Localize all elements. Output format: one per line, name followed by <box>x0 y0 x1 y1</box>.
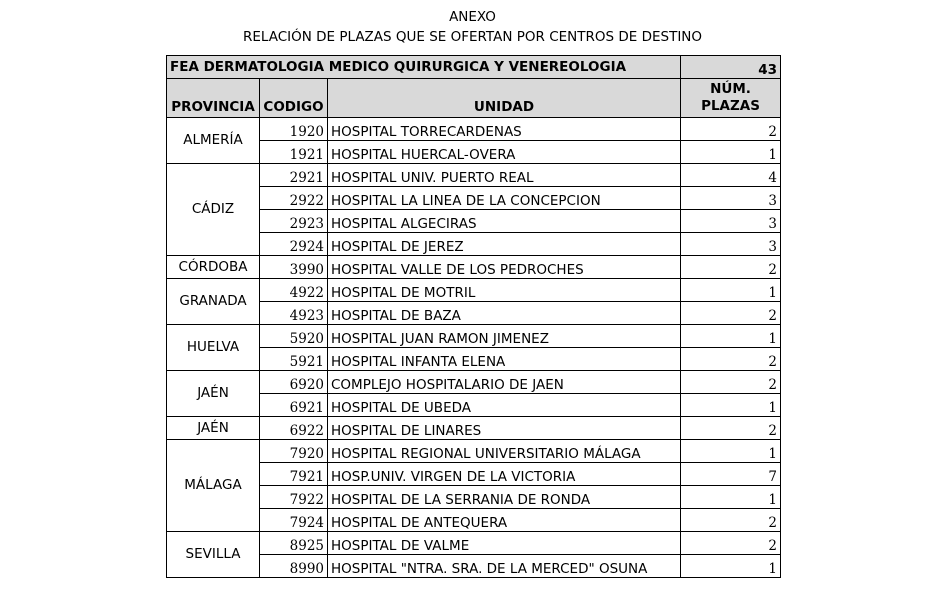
codigo-cell: 2922 <box>260 187 328 210</box>
table-row <box>167 210 781 233</box>
codigo-cell: 6920 <box>260 371 328 394</box>
unidad-cell: HOSPITAL DE BAZA <box>328 302 681 325</box>
provincia-cell: SEVILLA <box>167 532 260 578</box>
provincia-cell: CÁDIZ <box>167 164 260 256</box>
table-row <box>167 440 781 463</box>
codigo-cell: 2924 <box>260 233 328 256</box>
plazas-cell: 3 <box>681 233 781 256</box>
codigo-cell: 4923 <box>260 302 328 325</box>
table-row <box>167 325 781 348</box>
unidad-cell: HOSPITAL INFANTA ELENA <box>328 348 681 371</box>
plazas-cell: 1 <box>681 486 781 509</box>
table-row <box>167 256 781 279</box>
unidad-cell: HOSPITAL DE MOTRIL <box>328 279 681 302</box>
unidad-cell: HOSPITAL "NTRA. SRA. DE LA MERCED" OSUNA <box>328 555 681 578</box>
plazas-cell: 3 <box>681 187 781 210</box>
specialty-name: FEA DERMATOLOGIA MEDICO QUIRURGICA Y VENEREOLOGIA <box>167 56 681 79</box>
table-row <box>167 187 781 210</box>
plazas-cell: 7 <box>681 463 781 486</box>
codigo-cell: 8990 <box>260 555 328 578</box>
plazas-cell: 1 <box>681 279 781 302</box>
unidad-cell: HOSPITAL DE JEREZ <box>328 233 681 256</box>
provincia-cell: GRANADA <box>167 279 260 325</box>
plazas-table <box>166 55 781 578</box>
document-title: ANEXO <box>449 9 496 25</box>
plazas-cell: 2 <box>681 302 781 325</box>
table-row <box>167 279 781 302</box>
plazas-cell: 2 <box>681 371 781 394</box>
unidad-cell: HOSPITAL REGIONAL UNIVERSITARIO MÁLAGA <box>328 440 681 463</box>
column-header-num-line1: NÚM. <box>710 81 751 97</box>
plazas-cell: 4 <box>681 164 781 187</box>
plazas-cell: 2 <box>681 118 781 141</box>
table-row <box>167 348 781 371</box>
specialty-row <box>167 56 781 79</box>
unidad-cell: HOSPITAL HUERCAL-OVERA <box>328 141 681 164</box>
plazas-cell: 2 <box>681 532 781 555</box>
codigo-cell: 7924 <box>260 509 328 532</box>
unidad-cell: HOSPITAL LA LINEA DE LA CONCEPCION <box>328 187 681 210</box>
column-header-num-line2: PLAZAS <box>701 98 760 114</box>
unidad-cell: HOSPITAL ALGECIRAS <box>328 210 681 233</box>
column-header-num-plazas <box>681 79 781 118</box>
table-row <box>167 463 781 486</box>
plazas-cell: 1 <box>681 394 781 417</box>
unidad-cell: HOSPITAL VALLE DE LOS PEDROCHES <box>328 256 681 279</box>
provincia-cell: ALMERÍA <box>167 118 260 164</box>
provincia-cell: HUELVA <box>167 325 260 371</box>
unidad-cell: HOSPITAL DE VALME <box>328 532 681 555</box>
plazas-cell: 2 <box>681 509 781 532</box>
unidad-cell: HOSPITAL DE LINARES <box>328 417 681 440</box>
codigo-cell: 6921 <box>260 394 328 417</box>
table-row <box>167 371 781 394</box>
unidad-cell: COMPLEJO HOSPITALARIO DE JAEN <box>328 371 681 394</box>
provincia-cell: MÁLAGA <box>167 440 260 532</box>
codigo-cell: 3990 <box>260 256 328 279</box>
document-subtitle: RELACIÓN DE PLAZAS QUE SE OFERTAN POR CENTROS DE DESTINO <box>242 29 703 45</box>
codigo-cell: 1920 <box>260 118 328 141</box>
table-row <box>167 394 781 417</box>
codigo-cell: 5921 <box>260 348 328 371</box>
codigo-cell: 8925 <box>260 532 328 555</box>
table-row <box>167 509 781 532</box>
provincia-cell: CÓRDOBA <box>167 256 260 279</box>
table-row <box>167 164 781 187</box>
unidad-cell: HOSPITAL DE LA SERRANIA DE RONDA <box>328 486 681 509</box>
table-row <box>167 141 781 164</box>
table-row <box>167 118 781 141</box>
plazas-cell: 2 <box>681 348 781 371</box>
unidad-cell: HOSPITAL UNIV. PUERTO REAL <box>328 164 681 187</box>
unidad-cell: HOSPITAL JUAN RAMON JIMENEZ <box>328 325 681 348</box>
unidad-cell: HOSPITAL DE UBEDA <box>328 394 681 417</box>
codigo-cell: 4922 <box>260 279 328 302</box>
table-row <box>167 233 781 256</box>
codigo-cell: 2921 <box>260 164 328 187</box>
codigo-cell: 7922 <box>260 486 328 509</box>
codigo-cell: 1921 <box>260 141 328 164</box>
table-row <box>167 302 781 325</box>
column-header-codigo: CODIGO <box>260 79 328 118</box>
codigo-cell: 6922 <box>260 417 328 440</box>
plazas-table-body <box>167 56 781 578</box>
provincia-cell: JAÉN <box>167 417 260 440</box>
provincia-cell: JAÉN <box>167 371 260 417</box>
table-row <box>167 532 781 555</box>
column-header-row <box>167 79 781 118</box>
unidad-cell: HOSPITAL TORRECARDENAS <box>328 118 681 141</box>
plazas-cell: 1 <box>681 555 781 578</box>
codigo-cell: 7920 <box>260 440 328 463</box>
table-row <box>167 486 781 509</box>
unidad-cell: HOSP.UNIV. VIRGEN DE LA VICTORIA <box>328 463 681 486</box>
plazas-cell: 1 <box>681 440 781 463</box>
table-row <box>167 555 781 578</box>
column-header-unidad: UNIDAD <box>328 79 681 118</box>
plazas-cell: 2 <box>681 417 781 440</box>
table-row <box>167 417 781 440</box>
plazas-cell: 1 <box>681 141 781 164</box>
plazas-cell: 2 <box>681 256 781 279</box>
plazas-cell: 3 <box>681 210 781 233</box>
unidad-cell: HOSPITAL DE ANTEQUERA <box>328 509 681 532</box>
codigo-cell: 7921 <box>260 463 328 486</box>
column-header-provincia: PROVINCIA <box>167 79 260 118</box>
specialty-total: 43 <box>681 56 781 79</box>
codigo-cell: 5920 <box>260 325 328 348</box>
plazas-cell: 1 <box>681 325 781 348</box>
codigo-cell: 2923 <box>260 210 328 233</box>
